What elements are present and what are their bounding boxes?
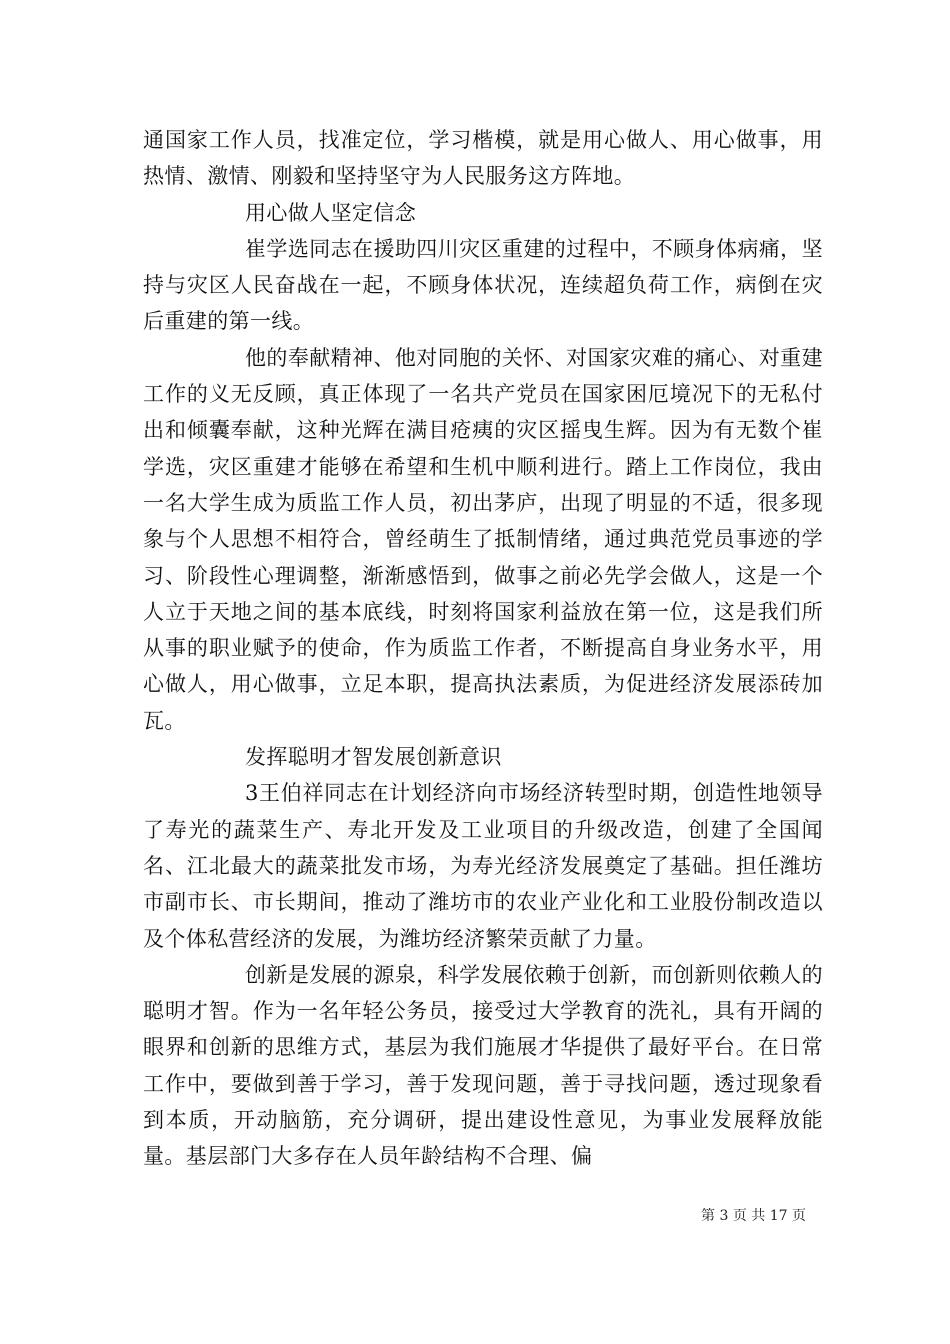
body-paragraph: 通国家工作人员，找准定位，学习楷模，就是用心做人、用心做事，用热情、激情、刚毅和坚持坚守为人民服务这方阵地。 <box>143 128 823 189</box>
body-paragraph: 崔学选同志在援助四川灾区重建的过程中，不顾身体病痛，坚持与灾区人民奋战在一起，不顾身体状况，连续超负荷工作，病倒在灾后重建的第一线。 <box>143 236 823 334</box>
section-heading: 用心做人坚定信念 <box>245 200 417 225</box>
body-paragraph: 3王伯祥同志在计划经济向市场经济转型时期，创造性地领导了寿光的蔬菜生产、寿北开发及工业项目的升级改造，创建了全国闻名、江北最大的蔬菜批发市场，为寿光经济发展奠定了基础。担任潍坊市副市长、市长期间，推动了潍坊市的农业产业化和工业股份制改造以及个体私营经济的发展，为潍坊经济繁荣贡献了力量。 <box>143 781 823 951</box>
page-number-footer: 第 3 页 共 17 页 <box>701 1208 806 1224</box>
document-body <box>143 122 823 1175</box>
body-paragraph: 创新是发展的源泉，科学发展依赖于创新，而创新则依赖人的聪明才智。作为一名年轻公务员，接受过大学教育的洗礼，具有开阔的眼界和创新的思维方式，基层为我们施展才华提供了最好平台。在日常工作中，要做到善于学习，善于发现问题，善于寻找问题，透过现象看到本质，开动脑筋，充分调研，提出建设性意见，为事业发展释放能量。基层部门大多存在人员年龄结构不合理、偏 <box>143 962 823 1169</box>
section-heading: 发挥聪明才智发展创新意识 <box>245 745 502 770</box>
body-paragraph: 他的奉献精神、他对同胞的关怀、对国家灾难的痛心、对重建工作的义无反顾，真正体现了一名共产党员在国家困厄境况下的无私付出和倾囊奉献，这种光辉在满目疮痍的灾区摇曳生辉。因为有无数个崔学选，灾区重建才能够在希望和生机中顺利进行。踏上工作岗位，我由一名大学生成为质监工作人员，初出茅庐，出现了明显的不适，很多现象与个人思想不相符合，曾经萌生了抵制情绪，通过典范党员事迹的学习、阶段性心理调整，渐渐感悟到，做事之前必先学会做人，这是一个人立于天地之间的基本底线，时刻将国家利益放在第一位，这是我们所从事的职业赋予的使命，作为质监工作者，不断提高自身业务水平，用心做人，用心做事，立足本职，提高执法素质，为促进经济发展添砖加瓦。 <box>143 345 823 733</box>
